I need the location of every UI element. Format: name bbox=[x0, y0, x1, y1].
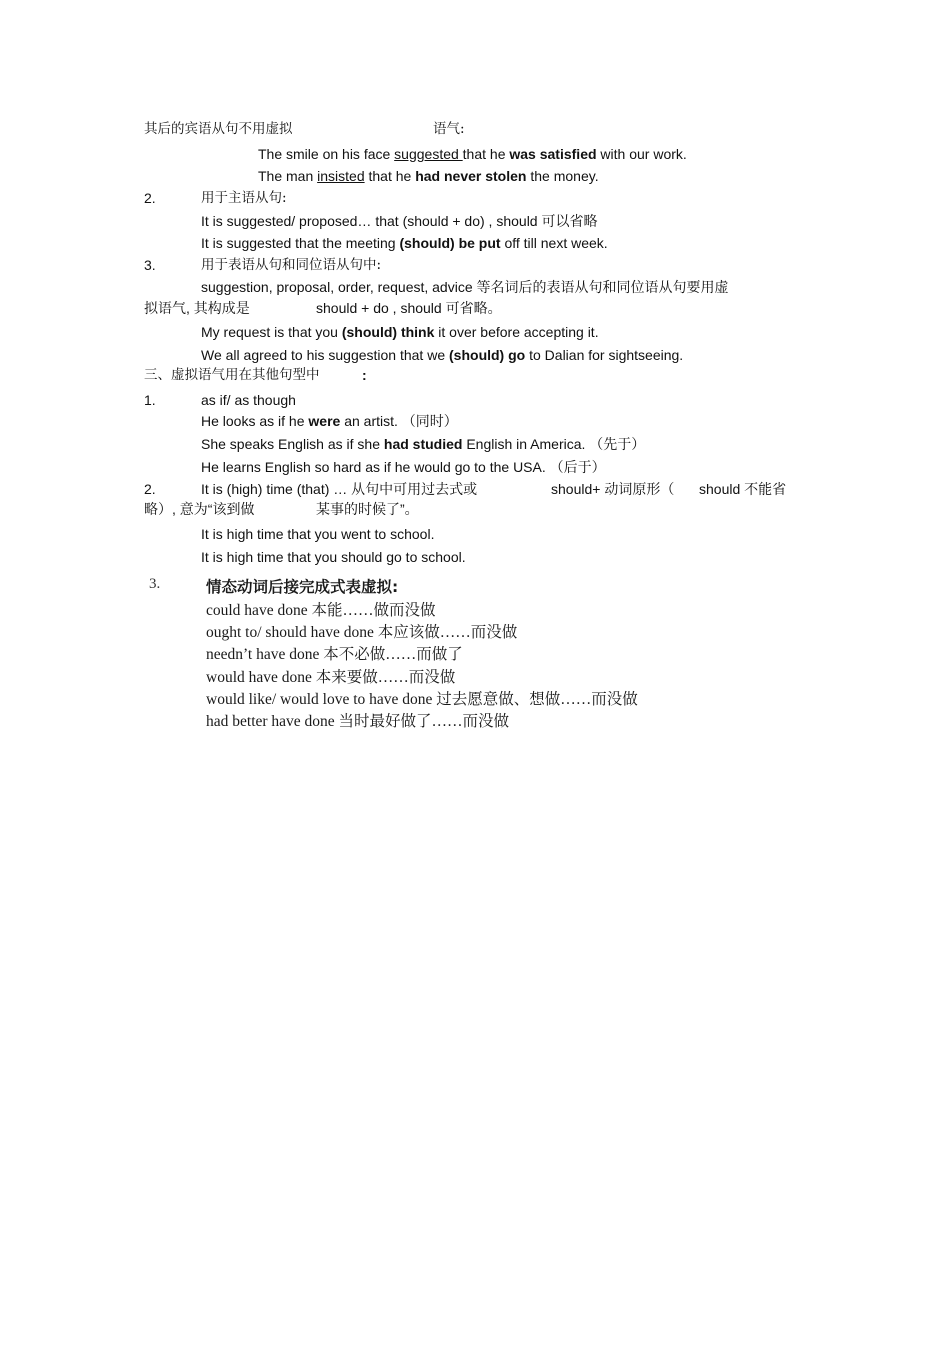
text: My request is that you bbox=[201, 324, 342, 340]
point-number: 2. bbox=[144, 481, 156, 497]
text: that he bbox=[462, 146, 510, 162]
note-line-1b: 语气: bbox=[433, 121, 465, 137]
bold-phrase: was satisfied bbox=[509, 146, 597, 162]
text: off till next week. bbox=[500, 235, 608, 251]
bold-phrase: were bbox=[308, 413, 341, 429]
scan-row: needn’t have done 本不必做……而做了 bbox=[206, 646, 463, 663]
point-cont-b: 某事的时候了”。 bbox=[316, 501, 419, 517]
text: it over before accepting it. bbox=[434, 324, 599, 340]
example-line bbox=[201, 346, 683, 364]
heading-colon: : bbox=[362, 367, 367, 383]
bold-phrase: had never stolen bbox=[415, 168, 527, 184]
example-line: It is high time that you went to school. bbox=[201, 526, 435, 542]
scan-row: would have done 本来要做……而没做 bbox=[206, 669, 456, 686]
scan-row: would like/ would love to have done 过去愿意做、想做……而没做 bbox=[206, 691, 638, 708]
note-line-1a: 其后的宾语从句不用虚拟 bbox=[144, 121, 293, 137]
text: It is suggested that the meeting bbox=[201, 235, 400, 251]
scanned-snippet bbox=[146, 568, 706, 738]
example-line: It is high time that you should go to school. bbox=[201, 549, 466, 565]
example-line bbox=[201, 435, 645, 453]
point-title: as if/ as though bbox=[201, 392, 296, 408]
rule-line-cont-b: should + do , should 可省略。 bbox=[316, 300, 502, 316]
text: The smile on his face bbox=[258, 146, 395, 162]
text: an artist. （同时） bbox=[340, 413, 458, 429]
point-title-b: should+ 动词原形（ bbox=[551, 481, 675, 497]
text: to Dalian for sightseeing. bbox=[525, 347, 684, 363]
example-line bbox=[201, 323, 599, 341]
underlined-verb: suggested bbox=[394, 146, 463, 162]
rule-line-cont-a: 拟语气, 其构成是 bbox=[144, 300, 250, 316]
section-title: 用于主语从句: bbox=[201, 190, 287, 206]
example-line bbox=[201, 234, 608, 252]
text: the money. bbox=[526, 168, 599, 184]
scan-number: 3. bbox=[149, 576, 161, 592]
scan-heading: 情态动词后接完成式表虚拟: bbox=[206, 578, 399, 596]
scan-row: could have done 本能……做而没做 bbox=[206, 602, 436, 619]
rule-line: suggestion, proposal, order, request, advice 等名词后的表语从句和同位语从句要用虚 bbox=[201, 279, 729, 295]
text: She speaks English as if she bbox=[201, 436, 384, 452]
text: that he bbox=[364, 168, 416, 184]
example-insisted bbox=[258, 167, 599, 185]
example-line bbox=[201, 412, 458, 430]
example-line: He learns English so hard as if he would go to the USA. （后于） bbox=[201, 459, 606, 475]
text: We all agreed to his suggestion that we bbox=[201, 347, 450, 363]
underlined-verb: insisted bbox=[317, 168, 365, 184]
section-title: 用于表语从句和同位语从句中: bbox=[201, 257, 382, 273]
rule-line: It is suggested/ proposed… that (should + do) , should 可以省略 bbox=[201, 213, 598, 229]
bold-phrase: (should) think bbox=[341, 324, 435, 340]
bold-phrase: had studied bbox=[383, 436, 463, 452]
point-title-c: should 不能省 bbox=[699, 481, 787, 497]
point-number: 1. bbox=[144, 392, 156, 408]
point-cont-a: 略）, 意为“该到做 bbox=[144, 501, 255, 517]
scan-row: ought to/ should have done 本应该做……而没做 bbox=[206, 624, 518, 641]
section-number: 3. bbox=[144, 257, 156, 273]
point-title-a: It is (high) time (that) … 从句中可用过去式或 bbox=[201, 481, 478, 497]
text: with our work. bbox=[596, 146, 687, 162]
section-heading: 三、虚拟语气用在其他句型中 bbox=[144, 367, 320, 383]
scan-row: had better have done 当时最好做了……而没做 bbox=[206, 713, 510, 730]
text: He looks as if he bbox=[201, 413, 309, 429]
text: The man bbox=[258, 168, 318, 184]
bold-phrase: (should) go bbox=[449, 347, 526, 363]
text: English in America. （先于） bbox=[462, 436, 646, 452]
example-suggested bbox=[258, 145, 687, 163]
bold-phrase: (should) be put bbox=[399, 235, 501, 251]
section-number: 2. bbox=[144, 190, 156, 206]
